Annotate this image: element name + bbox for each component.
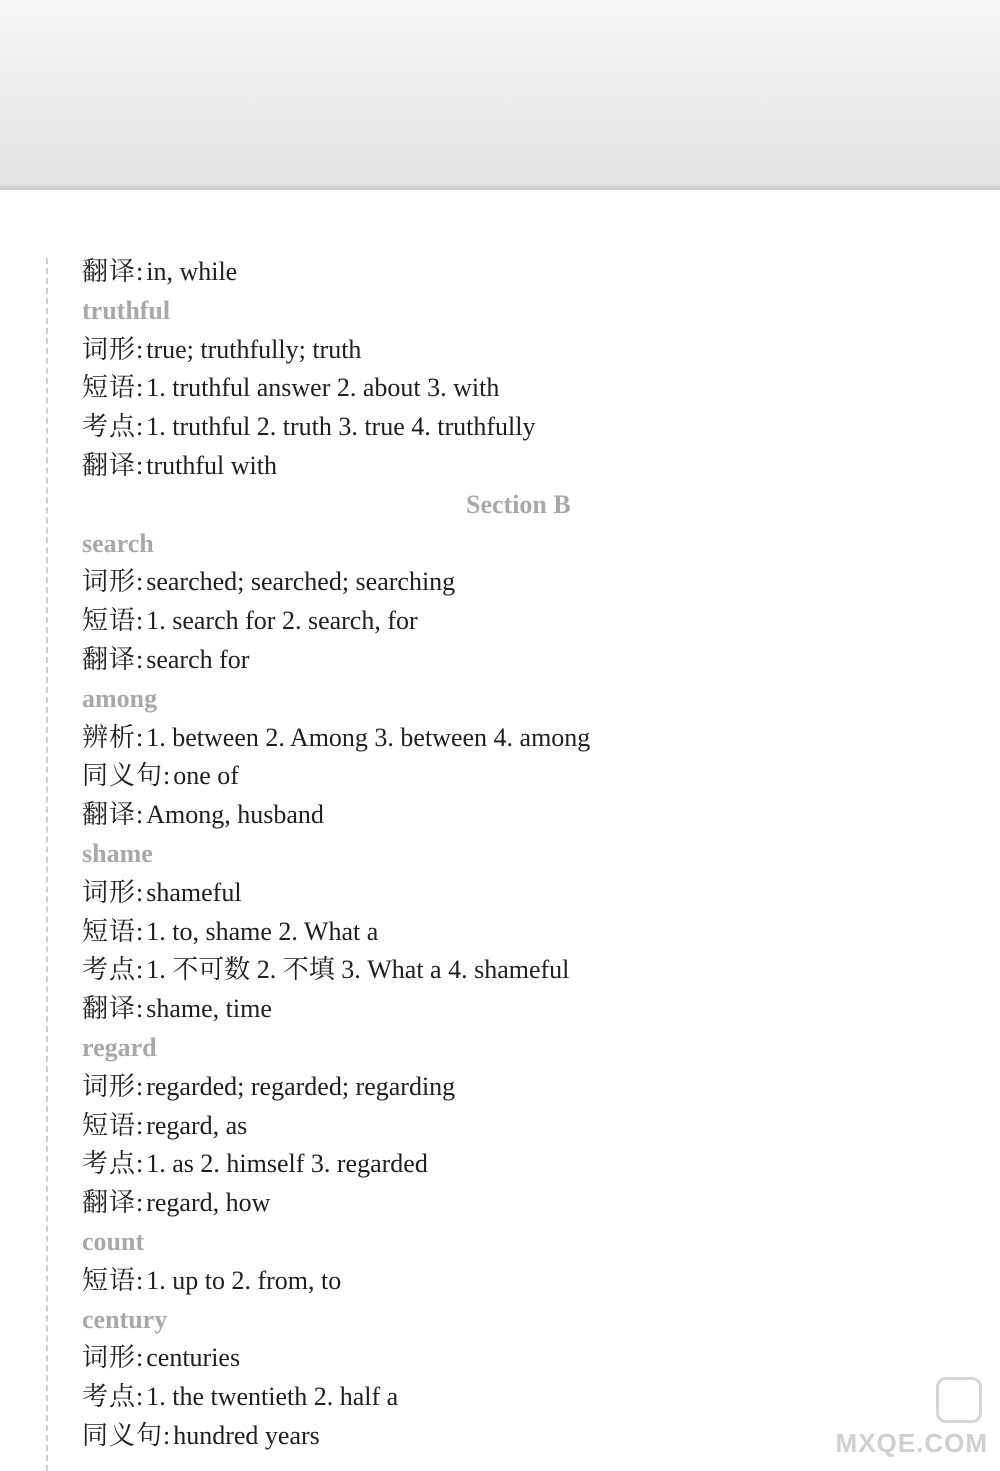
phrases-line — [82, 1262, 962, 1301]
entry-title-regard: regard — [82, 1032, 157, 1062]
line-label: 翻译: — [82, 257, 145, 286]
line-label: 短语: — [82, 606, 145, 636]
line-value: 1. between 2. Among 3. between 4. among — [146, 722, 591, 752]
line-value: 1. 不可数 2. 不填 3. What a 4. shameful — [146, 955, 570, 985]
site-watermark — [815, 1373, 990, 1461]
key-points-line — [82, 1145, 962, 1184]
phrases-line — [82, 1107, 962, 1146]
entry-title-count: count — [82, 1226, 145, 1256]
answer-content — [82, 253, 962, 1456]
line-label: 词形: — [82, 1343, 145, 1373]
translation-line — [82, 253, 962, 292]
translation-line — [82, 796, 962, 835]
line-label: 翻译: — [82, 800, 145, 830]
key-points-line — [82, 408, 962, 447]
line-label: 考点: — [82, 1382, 145, 1412]
line-label: 同义句: — [82, 1420, 172, 1450]
line-label: 考点: — [82, 955, 145, 985]
line-label: 同义句: — [82, 761, 172, 791]
translation-line — [82, 447, 962, 486]
line-label: 考点: — [82, 1149, 145, 1179]
line-value: 1. truthful 2. truth 3. true 4. truthfully — [146, 412, 536, 442]
line-value: search for — [146, 644, 250, 674]
line-label: 短语: — [82, 1110, 145, 1140]
entry-title-shame: shame — [82, 838, 153, 868]
word-forms-line — [82, 1068, 962, 1107]
line-value: 1. search for 2. search, for — [146, 606, 418, 636]
line-value: regard, as — [146, 1110, 248, 1140]
entry-title-century: century — [82, 1304, 168, 1334]
distinction-line — [82, 719, 962, 758]
synonym-sentence-line — [82, 757, 962, 796]
line-value: regarded; regarded; regarding — [146, 1071, 456, 1101]
margin-dashed-line — [46, 258, 48, 1471]
key-points-line — [82, 951, 962, 990]
line-value: regard, how — [146, 1188, 271, 1218]
line-value: 1. to, shame 2. What a — [146, 916, 379, 946]
line-label: 词形: — [82, 1071, 145, 1101]
top-header-band — [0, 0, 1000, 190]
line-value: 1. up to 2. from, to — [146, 1265, 342, 1295]
line-label: 短语: — [82, 1265, 145, 1295]
line-value: 1. as 2. himself 3. regarded — [146, 1149, 428, 1179]
translation-line — [82, 1184, 962, 1223]
line-label: 翻译: — [82, 450, 145, 480]
line-value: truthful with — [146, 450, 277, 480]
section-heading: Section B — [466, 489, 571, 519]
line-value: centuries — [146, 1343, 241, 1373]
entry-title-among: among — [82, 683, 158, 713]
answer-site-logo-icon — [936, 1377, 982, 1423]
word-forms-line — [82, 874, 962, 913]
translation-line — [82, 641, 962, 680]
line-label: 词形: — [82, 877, 145, 907]
line-label: 翻译: — [82, 1188, 145, 1218]
line-value: Among, husband — [146, 800, 324, 830]
line-value: in, while — [146, 257, 238, 286]
line-label: 短语: — [82, 916, 145, 946]
watermark-text: MXQE.COM — [835, 1428, 988, 1458]
line-label: 翻译: — [82, 644, 145, 674]
line-value: hundred years — [173, 1420, 320, 1450]
line-label: 词形: — [82, 334, 145, 364]
line-value: one of — [173, 761, 239, 791]
line-value: 1. truthful answer 2. about 3. with — [146, 373, 500, 403]
line-label: 词形: — [82, 567, 145, 597]
translation-line — [82, 990, 962, 1029]
line-value: shameful — [146, 877, 242, 907]
line-value: true; truthfully; truth — [146, 334, 362, 364]
phrases-line — [82, 913, 962, 952]
line-label: 翻译: — [82, 994, 145, 1024]
line-label: 考点: — [82, 412, 145, 442]
entry-title-truthful: truthful — [82, 295, 171, 325]
line-value: shame, time — [146, 994, 272, 1024]
phrases-line — [82, 369, 962, 408]
line-value: 1. the twentieth 2. half a — [146, 1382, 399, 1412]
word-forms-line — [82, 331, 962, 370]
entry-title-search: search — [82, 528, 154, 558]
line-label: 短语: — [82, 373, 145, 403]
word-forms-line — [82, 563, 962, 602]
phrases-line — [82, 602, 962, 641]
line-label: 辨析: — [82, 722, 145, 752]
line-value: searched; searched; searching — [146, 567, 456, 597]
